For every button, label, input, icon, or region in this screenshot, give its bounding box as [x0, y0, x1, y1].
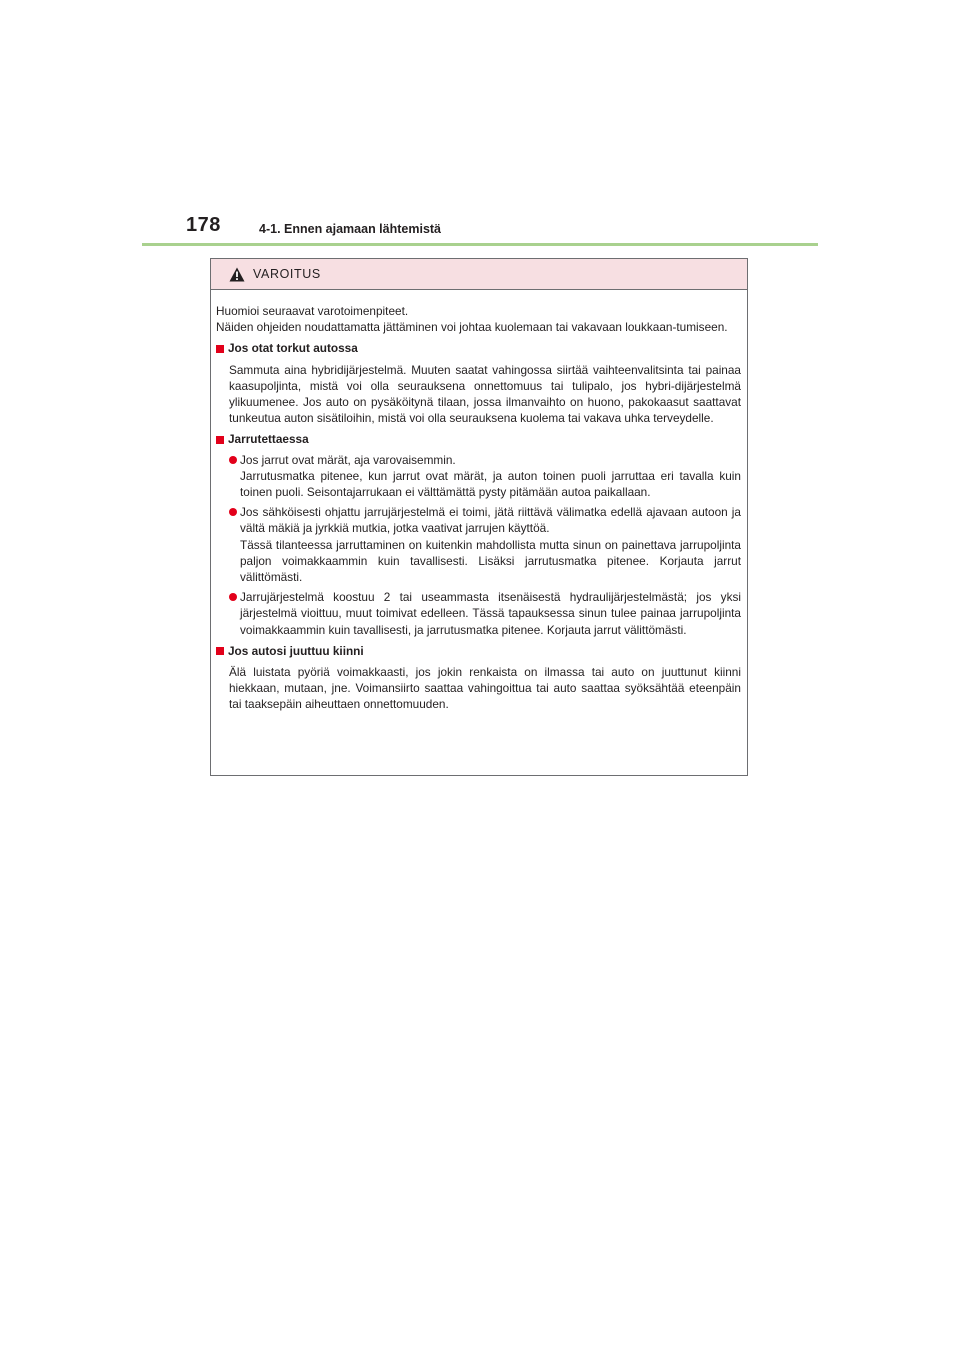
warning-title: VAROITUS — [253, 267, 321, 281]
section-text: Sammuta aina hybridijärjestelmä. Muuten saatat vahingossa siirtää vaihteenvalitsinta tai painaa kaasupoljinta, mistä voi olla seurauksena onnettomuus tai tulipalo, jos hybri-dijärjestelmä ylikuumenee. Jos auto on pysäköitynä tilaan, jossa ilmanvaihto on huono, pakokaasut saattavat tunkeutua auton sisätiloihin, mistä voi olla seurauksena kuolema tai vakava uhka terveydelle. — [229, 362, 741, 426]
warning-triangle-icon — [229, 267, 245, 282]
round-bullet-icon — [229, 452, 240, 501]
warning-body — [211, 290, 747, 713]
section-heading-text: Jos otat torkut autossa — [228, 341, 358, 356]
bullet-line: Tässä tilanteessa jarruttaminen on kuitenkin mahdollista mutta sinun on painettava jarrupoljinta paljon voimakkaammin kuin tavallisesti. Lisäksi jarrutusmatka pitenee. Korjauta jarrut välittömästi. — [240, 537, 741, 585]
section-text: Älä luistata pyöriä voimakkaasti, jos jokin renkaista on ilmassa tai auto on juuttunut kiinni hiekkaan, mutaan, jne. Voimansiirto saattaa vahingoittua tai auto saattaa syöksähtää eteenpäin tai taaksepäin aiheuttaen onnettomuuden. — [229, 665, 741, 712]
bullet-line: Jos jarrut ovat märät, aja varovaisemmin. — [240, 452, 456, 467]
section-title: 4-1. Ennen ajamaan lähtemistä — [259, 222, 442, 236]
bullet-item — [229, 589, 741, 638]
bullet-item — [229, 504, 741, 585]
section-heading — [216, 643, 741, 659]
square-bullet-icon — [216, 647, 224, 655]
section-braking — [216, 431, 741, 637]
warning-box — [210, 258, 748, 776]
bullet-line: Jarrujärjestelmä koostuu 2 tai useammasta itsenäisestä hydraulijärjestelmästä; jos yksi järjestelmä vioittuu, muut toimivat edelleen. Tässä tapauksessa sinun tulee painaa jarrupoljinta voimakkaammin kuin tavallisesti, ja jarrutusmatka pitenee. Korjauta jarrut välittömästi. — [240, 590, 741, 637]
bullet-line: Jos sähköisesti ohjattu jarrujärjestelmä ei toimi, jätä riittävä välimatka edellä ajavaan autoon ja vältä mäkiä ja jyrkkiä mutkia, jotka vaativat jarrujen käyttöä. — [240, 505, 741, 536]
header-rule — [142, 243, 818, 246]
bullet-line: Jarrutusmatka pitenee, kun jarrut ovat märät, ja auton toinen puoli jarruttaa eri tavalla kuin toinen puoli. Seisontajarrukaan ei välttämättä pysty pitämään autoa paikallaan. — [240, 468, 741, 500]
warning-header — [211, 259, 747, 290]
round-bullet-icon — [229, 504, 240, 585]
bullet-item — [229, 452, 741, 501]
section-heading — [216, 340, 741, 356]
section-stuck-vehicle — [216, 643, 741, 713]
section-heading — [216, 431, 741, 447]
round-bullet-icon — [229, 589, 240, 638]
square-bullet-icon — [216, 436, 224, 444]
section-heading-text: Jos autosi juuttuu kiinni — [228, 643, 364, 658]
intro-line: Näiden ohjeiden noudattamatta jättäminen voi johtaa kuolemaan tai vakavaan loukkaan-tumiseen. — [216, 320, 728, 335]
page-number: 178 — [186, 214, 221, 236]
section-heading-text: Jarrutettaessa — [228, 432, 309, 447]
square-bullet-icon — [216, 345, 224, 353]
section-sleeping-in-car — [216, 340, 741, 426]
intro-line: Huomioi seuraavat varotoimenpiteet. — [216, 304, 409, 318]
warning-intro — [216, 303, 741, 335]
